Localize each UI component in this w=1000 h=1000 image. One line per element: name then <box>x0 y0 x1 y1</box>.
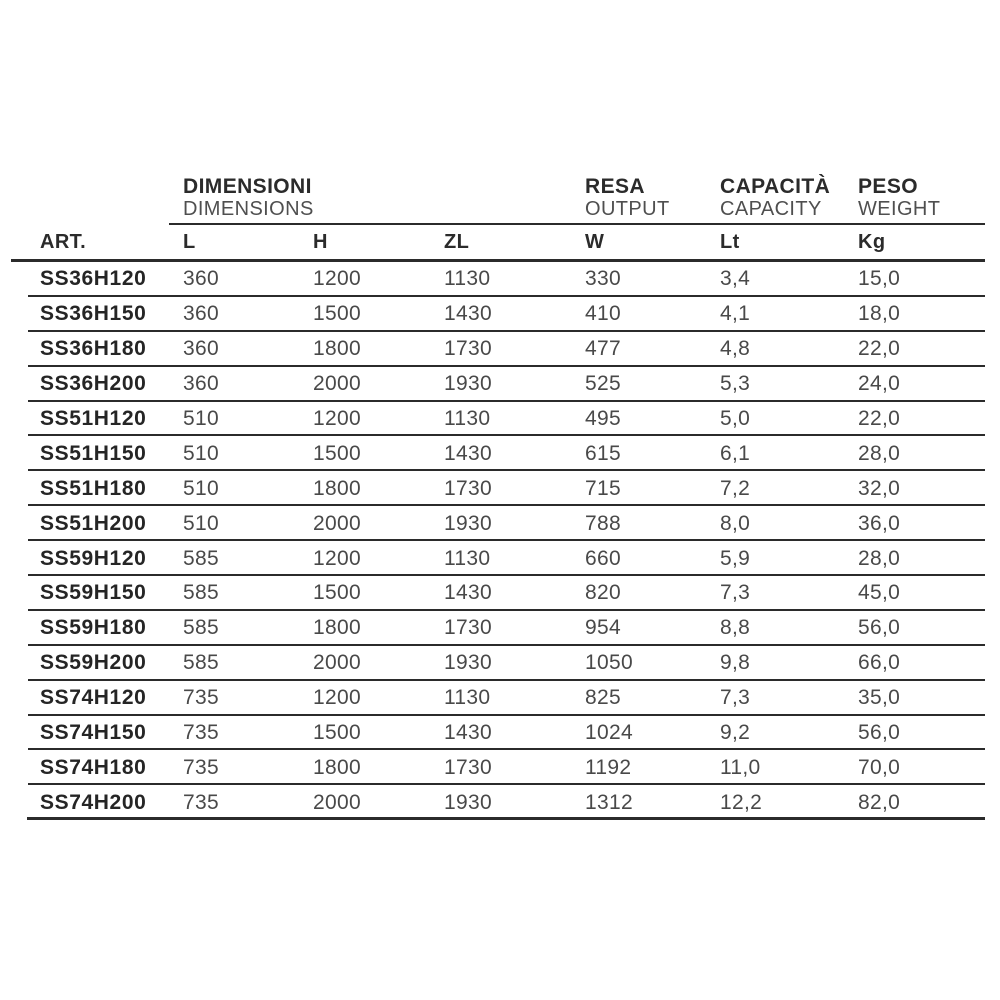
cell-art: SS51H150 <box>40 441 147 465</box>
cell-h: 2000 <box>313 790 361 814</box>
cell-l: 360 <box>183 337 219 361</box>
cell-lt: 3,4 <box>720 267 751 291</box>
cell-lt: 9,8 <box>720 651 751 675</box>
cell-w: 788 <box>585 511 621 535</box>
cell-w: 615 <box>585 441 621 465</box>
group-subtitle: CAPACITY <box>720 198 822 220</box>
cell-zl: 1930 <box>444 372 492 396</box>
cell-art: SS59H120 <box>40 546 147 570</box>
cell-lt: 12,2 <box>720 790 763 814</box>
cell-art: SS74H150 <box>40 721 147 745</box>
cell-kg: 15,0 <box>858 267 901 291</box>
group-title: PESO <box>858 175 918 198</box>
column-header-w: W <box>585 230 605 253</box>
cell-l: 510 <box>183 476 219 500</box>
table-row <box>11 436 985 471</box>
cell-w: 410 <box>585 302 621 326</box>
table-row <box>11 611 985 646</box>
cell-h: 2000 <box>313 372 361 396</box>
cell-kg: 18,0 <box>858 302 901 326</box>
table-row <box>11 646 985 681</box>
column-header-l: L <box>183 230 196 253</box>
cell-w: 330 <box>585 267 621 291</box>
table-row <box>11 506 985 541</box>
cell-lt: 9,2 <box>720 721 751 745</box>
cell-art: SS36H180 <box>40 337 147 361</box>
cell-lt: 5,9 <box>720 546 751 570</box>
cell-h: 1800 <box>313 755 361 779</box>
cell-lt: 4,1 <box>720 302 751 326</box>
cell-art: SS59H180 <box>40 616 147 640</box>
cell-kg: 36,0 <box>858 511 901 535</box>
cell-w: 495 <box>585 407 621 430</box>
table-row <box>11 681 985 716</box>
cell-lt: 7,2 <box>720 476 751 500</box>
cell-zl: 1930 <box>444 511 492 535</box>
table-row <box>11 367 985 402</box>
row-separator <box>27 817 985 820</box>
cell-h: 1200 <box>313 407 361 430</box>
group-subtitle: WEIGHT <box>858 198 941 220</box>
spec-table <box>11 175 985 820</box>
cell-kg: 28,0 <box>858 441 901 465</box>
table-row <box>11 541 985 576</box>
group-header-dimensions <box>183 176 314 220</box>
cell-art: SS36H200 <box>40 372 147 396</box>
cell-h: 2000 <box>313 651 361 675</box>
table-row <box>11 576 985 611</box>
group-header-band <box>11 175 985 225</box>
cell-zl: 1430 <box>444 441 492 465</box>
table-row <box>11 297 985 332</box>
cell-l: 510 <box>183 407 219 430</box>
cell-zl: 1730 <box>444 616 492 640</box>
cell-l: 510 <box>183 511 219 535</box>
column-header-zl: ZL <box>444 230 470 253</box>
cell-h: 1500 <box>313 302 361 326</box>
group-subtitle: DIMENSIONS <box>183 198 314 220</box>
cell-kg: 32,0 <box>858 476 901 500</box>
cell-art: SS51H180 <box>40 476 147 500</box>
cell-art: SS74H200 <box>40 790 147 814</box>
table-row <box>11 332 985 367</box>
table-row <box>11 262 985 297</box>
cell-zl: 1130 <box>444 267 491 291</box>
column-header-lt: Lt <box>720 230 740 253</box>
cell-lt: 6,1 <box>720 441 751 465</box>
cell-art: SS36H120 <box>40 267 147 291</box>
cell-l: 735 <box>183 721 219 745</box>
cell-w: 477 <box>585 337 621 361</box>
cell-art: SS51H120 <box>40 407 147 430</box>
cell-art: SS51H200 <box>40 511 147 535</box>
cell-l: 735 <box>183 755 219 779</box>
cell-h: 1200 <box>313 546 361 570</box>
cell-art: SS36H150 <box>40 302 147 326</box>
cell-l: 585 <box>183 616 219 640</box>
cell-kg: 35,0 <box>858 686 901 710</box>
cell-zl: 1430 <box>444 581 492 605</box>
cell-h: 1800 <box>313 616 361 640</box>
cell-kg: 82,0 <box>858 790 901 814</box>
cell-h: 1800 <box>313 476 361 500</box>
cell-l: 360 <box>183 372 219 396</box>
group-header-output <box>585 176 670 220</box>
cell-zl: 1730 <box>444 755 492 779</box>
cell-lt: 7,3 <box>720 686 751 710</box>
cell-kg: 70,0 <box>858 755 901 779</box>
cell-l: 735 <box>183 790 219 814</box>
cell-art: SS59H200 <box>40 651 147 675</box>
cell-h: 2000 <box>313 511 361 535</box>
cell-art: SS74H120 <box>40 686 147 710</box>
cell-zl: 1130 <box>444 686 491 710</box>
cell-kg: 22,0 <box>858 337 901 361</box>
cell-l: 360 <box>183 267 219 291</box>
cell-zl: 1930 <box>444 651 492 675</box>
cell-zl: 1430 <box>444 302 492 326</box>
cell-w: 825 <box>585 686 621 710</box>
cell-l: 510 <box>183 441 219 465</box>
cell-l: 585 <box>183 651 219 675</box>
cell-lt: 8,0 <box>720 511 751 535</box>
cell-lt: 4,8 <box>720 337 751 361</box>
group-header-rule <box>169 223 985 225</box>
column-header-row <box>11 225 985 262</box>
column-header-art: ART. <box>40 230 87 253</box>
cell-kg: 45,0 <box>858 581 901 605</box>
group-title: DIMENSIONI <box>183 175 312 198</box>
cell-w: 1312 <box>585 790 633 814</box>
cell-zl: 1130 <box>444 546 491 570</box>
cell-kg: 56,0 <box>858 616 901 640</box>
cell-h: 1200 <box>313 267 361 291</box>
cell-h: 1500 <box>313 441 361 465</box>
cell-l: 735 <box>183 686 219 710</box>
cell-kg: 66,0 <box>858 651 901 675</box>
cell-w: 1024 <box>585 721 633 745</box>
cell-kg: 24,0 <box>858 372 901 396</box>
cell-zl: 1930 <box>444 790 492 814</box>
cell-w: 525 <box>585 372 621 396</box>
cell-art: SS74H180 <box>40 755 147 779</box>
cell-lt: 5,3 <box>720 372 751 396</box>
cell-h: 1500 <box>313 581 361 605</box>
column-header-h: H <box>313 230 328 253</box>
cell-w: 1050 <box>585 651 633 675</box>
table-row <box>11 402 985 437</box>
cell-lt: 8,8 <box>720 616 751 640</box>
group-title: RESA <box>585 175 645 198</box>
cell-h: 1800 <box>313 337 361 361</box>
cell-lt: 7,3 <box>720 581 751 605</box>
table-row <box>11 716 985 751</box>
cell-h: 1500 <box>313 721 361 745</box>
table-row <box>11 750 985 785</box>
cell-lt: 5,0 <box>720 407 751 430</box>
cell-zl: 1730 <box>444 337 492 361</box>
cell-w: 715 <box>585 476 621 500</box>
cell-l: 585 <box>183 546 219 570</box>
table-body <box>11 262 985 820</box>
column-header-kg: Kg <box>858 230 886 253</box>
cell-w: 820 <box>585 581 621 605</box>
cell-zl: 1730 <box>444 476 492 500</box>
group-title: CAPACITÀ <box>720 175 831 198</box>
group-header-weight <box>858 176 940 220</box>
cell-kg: 22,0 <box>858 407 901 430</box>
table-row <box>11 785 985 820</box>
cell-zl: 1130 <box>444 407 491 430</box>
cell-kg: 56,0 <box>858 721 901 745</box>
cell-w: 1192 <box>585 755 632 779</box>
cell-l: 360 <box>183 302 219 326</box>
cell-art: SS59H150 <box>40 581 147 605</box>
group-subtitle: OUTPUT <box>585 198 670 220</box>
cell-l: 585 <box>183 581 219 605</box>
cell-kg: 28,0 <box>858 546 901 570</box>
cell-w: 954 <box>585 616 621 640</box>
group-header-capacity <box>720 176 830 220</box>
cell-w: 660 <box>585 546 621 570</box>
cell-lt: 11,0 <box>720 755 761 779</box>
cell-zl: 1430 <box>444 721 492 745</box>
cell-h: 1200 <box>313 686 361 710</box>
table-row <box>11 471 985 506</box>
